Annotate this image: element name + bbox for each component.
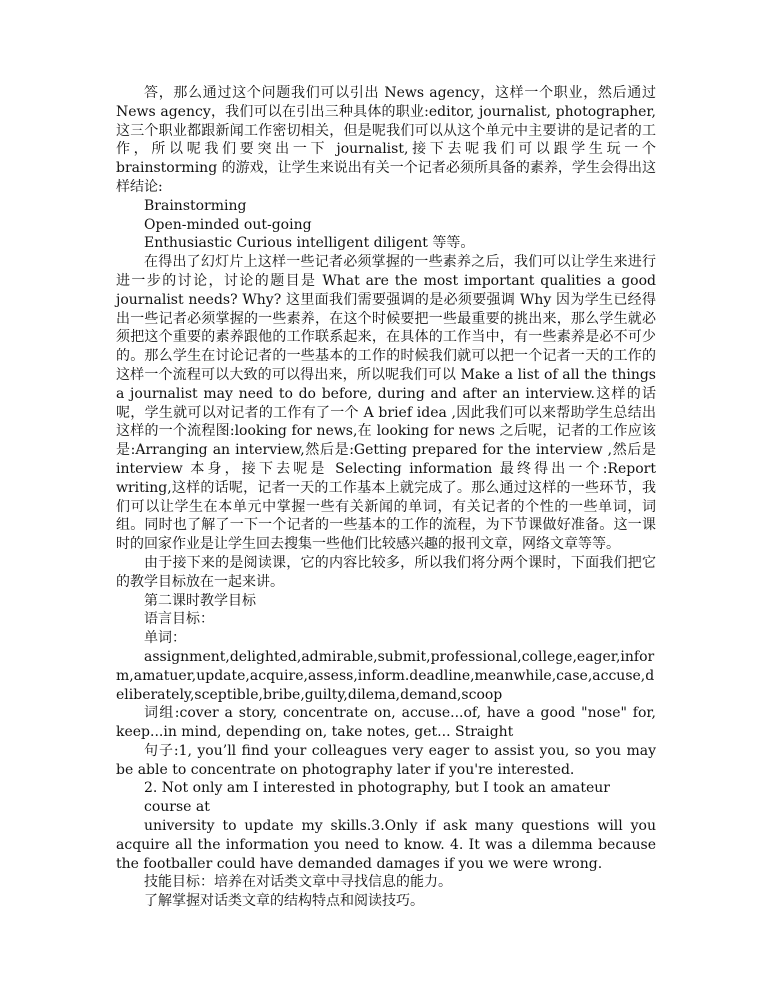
- list-item-qualities-1: Open-minded out-going: [144, 216, 312, 233]
- section-heading-words: 单词：: [144, 630, 186, 647]
- paragraph-phrases: 词组:cover a story, concentrate on, accuse...of, have a good "nose" for, keep...in mind, depending on, take notes, get... Straight: [116, 705, 656, 741]
- section-heading-language-goals: 语言目标：: [144, 611, 214, 628]
- paragraph-sentence-1: 句子:1, you’ll find your colleagues very eager to assist you, so you may be able to concentrate on photography later if you're interested.: [116, 742, 656, 778]
- section-heading-lesson-2: 第二课时教学目标: [144, 592, 256, 609]
- paragraph-word-list: assignment,delighted,admirable,submit,professional,college,eager,inform,amatuer,update,acquire,assess,inform.deadline,meanwhile,case,accuse,deliberately,sceptible,bribe,guilty,dilema,demand,scoop: [116, 648, 655, 703]
- paragraph-sentence-3-4: university to update my skills.3.Only if ask many questions will you acquire all the information you need to know. 4. It was a dilemma because the footballer could have demanded damages if you we were wrong.: [116, 818, 656, 872]
- paragraph-intro: 答，那么通过这个问题我们可以引出 News agency，这样一个职业，然后通过 News agency，我们可以在引出三种具体的职业:editor, journalist, photographer,这三个职业都跟新闻工作密切相关，但是呢我们可以从这个单元中主要讲的是记者的工作，所以呢我们要突出一下 journalist,接下去呢我们可以跟学生玩一个 brainstorming 的游戏，让学生来说出有关一个记者必须所具备的素养，学生会得出这样结论:: [116, 85, 656, 195]
- paragraph-sentence-2: 2. Not only am I interested in photography, but I took an amateur course at: [144, 780, 610, 816]
- paragraph-discussion: 在得出了幻灯片上这样一些记者必须掌握的一些素养之后，我们可以让学生来进行进一步的讨论，讨论的题目是 What are the most important qualities a good journalist needs? Why? 这里面我们需要强调的是必须要强调 Why 因为学生已经得出一些记者必须掌握的一些素养，在这个时候要把一些最重要的挑出来，那么学生就必须把这个重要的素养跟他的工作联系起来，在具体的工作当中，有一些素养是必不可少的。那么学生在讨论记者的一些基本的工作的时候我们就可以把一个记者一天的工作的这样一个流程可以大致的可以得出来，所以呢我们可以 Make a list of all the things a journalist may need to do before, during and after an interview.这样的话呢，学生就可以对记者的工作有了一个 A brief idea ,因此我们可以来帮助学生总结出这样的一个流程图:looking for news,在 looking for news 之后呢，记者的工作应该是:Arranging an interview,然后是:Getting prepared for the interview ,然后是 interview 本身，接下去呢是 Selecting information 最终得出一个:Report writing,这样的话呢，记者一天的工作基本上就完成了。那么通过这样的一些环节，我们可以让学生在本单元中掌握一些有关新闻的单词，有关记者的个性的一些单词，词组。同时也了解了一下一个记者的一些基本的工作的流程，为下节课做好准备。这一课时的回家作业是让学生回去搜集一些他们比较感兴趣的报刊文章，网络文章等等。: [116, 254, 656, 553]
- list-item-qualities-2: Enthusiastic Curious intelligent diligent 等等。: [144, 235, 475, 252]
- document-page: [116, 84, 656, 911]
- paragraph-reading-lesson: 由于接下来的是阅读课，它的内容比较多，所以我们将分两个课时，下面我们把它的教学目标放在一起来讲。: [116, 554, 656, 590]
- paragraph-skill-goals: 技能目标：培养在对话类文章中寻找信息的能力。: [144, 874, 452, 891]
- paragraph-reading-skills: 了解掌握对话类文章的结构特点和阅读技巧。: [144, 893, 424, 910]
- list-item-brainstorming: Brainstorming: [144, 197, 247, 214]
